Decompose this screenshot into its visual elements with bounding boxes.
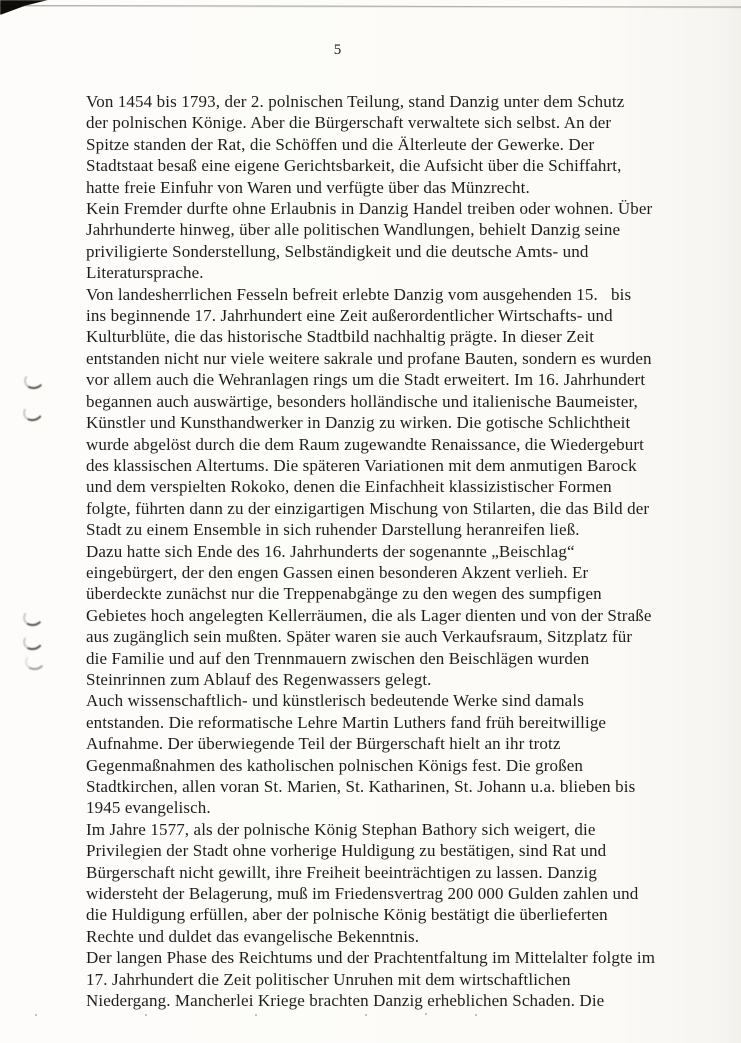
text-line: Von 1454 bis 1793, der 2. polnischen Teilung, stand Danzig unter dem Schutz: [86, 92, 625, 111]
text-line: 1945 evangelisch.: [86, 798, 211, 818]
text-line: Dazu hatte sich Ende des 16. Jahrhunderts der sogenannte „Beischlag“: [86, 541, 575, 561]
text-line: Gebietes hoch angelegten Kellerräumen, die als Lager dienten und von der Straße: [86, 605, 652, 625]
text-line: Der langen Phase des Reichtums und der Prachtentfaltung im Mittelalter folgte im: [86, 948, 656, 968]
text-line: hatte freie Einfuhr von Waren und verfügte über das Münzrecht.: [86, 177, 530, 197]
text-line: widersteht der Belagerung, muß im Friedensvertrag 200 000 Gulden zahlen und: [86, 884, 639, 904]
punch-hole-mark: [21, 631, 44, 652]
text-line: Privilegien der Stadt ohne vorherige Huldigung zu bestätigen, sind Rat und: [86, 841, 607, 861]
text-line: Von landesherrlichen Fesseln befreit erlebte Danzig vom ausgehenden 15. bis: [86, 284, 632, 304]
text-line: Spitze standen der Rat, die Schöffen und die Älterleute der Gewerke. Der: [86, 134, 595, 154]
text-line: und dem verspielten Rokoko, denen die Einfachheit klassizistischer Formen: [86, 477, 612, 497]
scan-speck: [425, 1013, 427, 1015]
text-line: Niedergang. Mancherlei Kriege brachten Danzig erheblichen Schaden. Die: [86, 991, 605, 1011]
text-line: Rechte und duldet das evangelische Bekenntnis.: [86, 926, 420, 946]
scan-top-edge-shadow: [0, 5, 741, 9]
scan-speck: [475, 1014, 477, 1016]
text-line: 17. Jahrhundert die Zeit politischer Unruhen mit dem wirtschaftlichen: [86, 969, 571, 989]
text-line: Künstler und Kunsthandwerker in Danzig zu wirken. Die gotische Schlichtheit: [86, 413, 631, 433]
text-line: Auch wissenschaftlich- und künstlerisch bedeutende Werke sind damals: [86, 691, 584, 711]
text-line: Stadt zu einem Ensemble in sich ruhender Darstellung heranreifen ließ.: [86, 520, 580, 540]
text-line: Steinrinnen zum Ablauf des Regenwassers gelegt.: [86, 669, 432, 689]
text-line: Gegenmaßnahmen des katholischen polnischen Königs fest. Die großen: [86, 755, 584, 775]
punch-hole-mark: [22, 608, 44, 628]
text-line: Aufnahme. Der überwiegende Teil der Bürgerschaft hielt an ihr trotz: [86, 734, 561, 754]
text-line: begannen auch auswärtige, besonders holländische und italienische Baumeister,: [86, 391, 638, 411]
text-line: Kein Fremder durfte ohne Erlaubnis in Danzig Handel treiben oder wohnen. Über: [86, 199, 653, 219]
text-line: aus zugänglich sein mußten. Später waren sie auch Verkaufsraum, Sitzplatz für: [86, 627, 633, 647]
text-line: priviligierte Sonderstellung, Selbständigkeit und die deutsche Amts- und: [86, 241, 589, 261]
text-line: die Huldigung erfüllen, aber der polnische König bestätigt die überlieferten: [86, 905, 608, 925]
text-line: entstanden nicht nur viele weitere sakrale und profane Bauten, sondern es wurden: [86, 348, 652, 368]
scan-speck: [145, 1014, 147, 1016]
punch-hole-mark: [24, 652, 46, 672]
text-line: Stadtkirchen, allen voran St. Marien, St. Katharinen, St. Johann u.a. blieben bis: [86, 777, 636, 796]
text-line: die Familie und auf den Trennmauern zwischen den Beischlägen wurden: [86, 648, 590, 668]
page-number: 5: [333, 42, 342, 58]
text-line: eingebürgert, der den engen Gassen einen besonderen Akzent verlieh. Er: [86, 562, 589, 582]
text-line: Kulturblüte, die das historische Stadtbild nachhaltig prägte. In dieser Zeit: [86, 327, 595, 347]
text-line: der polnischen Könige. Aber die Bürgerschaft verwaltete sich selbst. An der: [86, 113, 612, 133]
text-line: ins beginnende 17. Jahrhundert eine Zeit außerordentlicher Wirtschafts- und: [86, 306, 613, 326]
text-line: vor allem auch die Wehranlagen rings um die Stadt erweitert. Im 16. Jahrhundert: [86, 370, 646, 390]
text-line: überdeckte zunächst nur die Treppenabgänge zu den wegen des sumpfigen: [86, 584, 602, 604]
text-line: wurde abgelöst durch die dem Raum zugewandte Renaissance, die Wiedergeburt: [86, 434, 644, 454]
text-line: entstanden. Die reformatische Lehre Martin Luthers fand früh bereitwillige: [86, 712, 607, 732]
text-line: Stadtstaat besaß eine eigene Gerichtsbarkeit, die Aufsicht über die Schiffahrt,: [86, 156, 622, 176]
scan-speck: [35, 1014, 37, 1016]
text-line: folgte, führten dann zu der einzigartigen Mischung von Stilarten, die das Bild der: [86, 498, 650, 518]
text-line: Jahrhunderte hinweg, über alle politischen Wandlungen, behielt Danzig seine: [86, 220, 621, 240]
text-line: des klassischen Altertums. Die späteren Variationen mit dem anmutigen Barock: [86, 455, 637, 475]
text-line: Bürgerschaft nicht gewillt, ihre Freiheit beeinträchtigen zu lassen. Danzig: [86, 862, 597, 882]
scan-speck: [365, 1014, 367, 1016]
text-line: Literatursprache.: [86, 263, 204, 283]
punch-hole-mark: [21, 402, 45, 423]
punch-hole-mark: [23, 371, 45, 391]
body-text: [86, 91, 686, 1011]
text-line: Im Jahre 1577, als der polnische König Stephan Bathory sich weigert, die: [86, 819, 596, 839]
scan-speck: [255, 1014, 257, 1016]
